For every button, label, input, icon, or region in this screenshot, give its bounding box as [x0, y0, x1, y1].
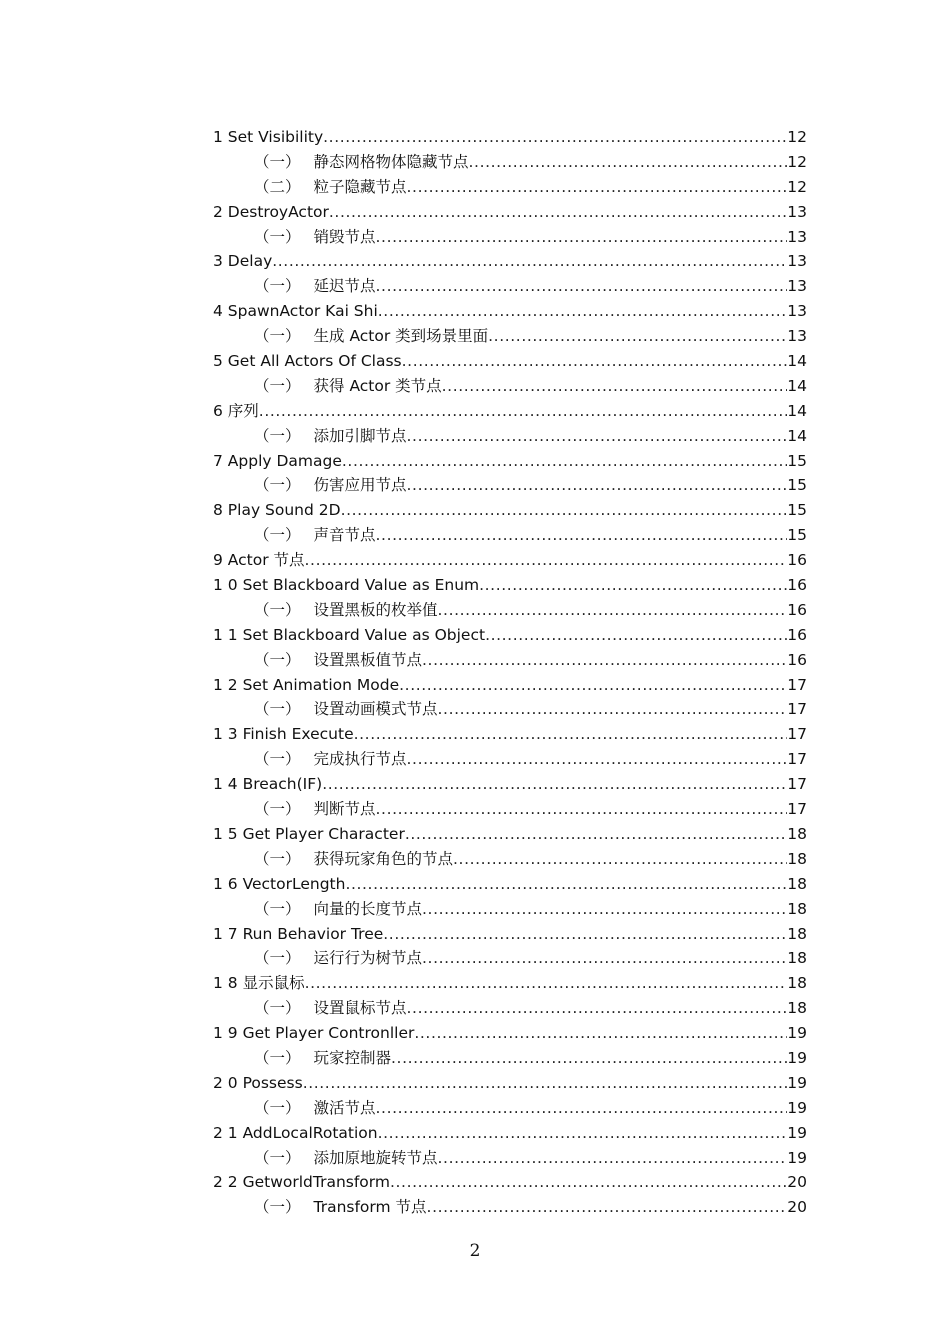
toc-entry-title [213, 772, 322, 797]
toc-entry-title [213, 922, 383, 947]
dot-leader [438, 1146, 788, 1171]
toc-page-number: 17 [787, 750, 807, 769]
toc-page-number: 19 [787, 1123, 807, 1142]
toc-page-number: 16 [787, 625, 807, 644]
toc-subentry-marker: （一） [254, 800, 301, 819]
toc-page-number: 18 [787, 824, 807, 843]
toc-entry-title [213, 299, 378, 324]
toc-entry-title [213, 399, 259, 424]
dot-leader [323, 125, 787, 150]
toc-entry[interactable] [213, 449, 807, 474]
toc-subentry-marker: （一） [254, 526, 301, 545]
toc-entry-text: 8 Play Sound 2D [213, 501, 341, 520]
toc-page-number: 15 [787, 451, 807, 470]
toc-entry-text: 2 DestroyActor [213, 202, 329, 221]
dot-leader [259, 399, 787, 424]
toc-entry-title [254, 274, 376, 299]
dot-leader [378, 1121, 788, 1146]
toc-page-number: 17 [787, 700, 807, 719]
dot-leader [305, 971, 788, 996]
dot-leader [438, 697, 788, 722]
toc-entry-text: 完成执行节点 [313, 750, 407, 769]
toc-entry-title [213, 200, 329, 225]
toc-page-number: 16 [787, 600, 807, 619]
toc-page-number: 14 [787, 426, 807, 445]
toc-page-number: 13 [787, 302, 807, 321]
toc-subentry[interactable] [213, 1046, 807, 1071]
toc-entry-text: 1 3 Finish Execute [213, 725, 354, 744]
dot-leader [414, 1021, 787, 1046]
toc-page-number: 15 [787, 476, 807, 495]
toc-subentry[interactable] [213, 598, 807, 623]
dot-leader [399, 673, 787, 698]
toc-entry-title [213, 673, 399, 698]
toc-page-number: 15 [787, 501, 807, 520]
toc-entry-title [213, 573, 479, 598]
toc-entry[interactable] [213, 922, 807, 947]
toc-entry-title [254, 946, 422, 971]
toc-entry[interactable] [213, 673, 807, 698]
toc-entry-text: 4 SpawnActor Kai Shi [213, 302, 378, 321]
toc-entry-text: 1 Set Visibility [213, 128, 324, 146]
dot-leader [354, 722, 788, 747]
toc-entry[interactable] [213, 548, 807, 573]
toc-subentry[interactable] [213, 697, 807, 722]
toc-page-number: 17 [787, 800, 807, 819]
toc-entry-text: 激活节点 [313, 1098, 376, 1117]
toc-subentry[interactable] [213, 150, 807, 175]
dot-leader [383, 922, 787, 947]
toc-page-number: 18 [787, 949, 807, 968]
dot-leader [303, 1071, 788, 1096]
toc-entry-text: 1 2 Set Animation Mode [213, 675, 400, 694]
toc-subentry-marker: （一） [254, 650, 301, 669]
toc-subentry-marker: （一） [254, 1048, 301, 1067]
dot-leader [345, 872, 787, 897]
dot-leader [402, 349, 788, 374]
toc-entry-text: 3 Delay [213, 252, 273, 271]
toc-page-number: 13 [787, 327, 807, 346]
toc-subentry[interactable] [213, 424, 807, 449]
toc-entry-title [213, 548, 305, 573]
dot-leader [407, 175, 788, 200]
toc-entry[interactable] [213, 349, 807, 374]
toc-entry-text: 声音节点 [313, 526, 376, 545]
dot-leader [322, 772, 787, 797]
toc-page-number: 19 [787, 1048, 807, 1067]
toc-page-number: 12 [787, 177, 807, 196]
toc-entry-text: 添加引脚节点 [313, 426, 407, 445]
dot-leader [390, 1170, 787, 1195]
toc-page-number: 17 [787, 725, 807, 744]
toc-entry-text: 2 0 Possess [213, 1073, 303, 1092]
toc-entry-title [213, 971, 305, 996]
toc-entry-text: 生成 Actor 类到场景里面 [313, 327, 489, 346]
toc-subentry-marker: （一） [254, 277, 301, 296]
toc-page-number: 12 [787, 128, 807, 146]
dot-leader [329, 200, 787, 225]
toc-entry-title [213, 125, 323, 150]
toc-entry-title [213, 498, 341, 523]
toc-subentry-marker: （一） [254, 1148, 301, 1167]
toc-entry-text: 运行行为树节点 [313, 949, 423, 968]
dot-leader [376, 1096, 788, 1121]
toc-entry-text: 粒子隐藏节点 [313, 177, 407, 196]
toc-entry-text: 设置动画模式节点 [313, 700, 438, 719]
toc-page-number: 18 [787, 849, 807, 868]
toc-subentry[interactable] [213, 648, 807, 673]
toc-page-number: 13 [787, 277, 807, 296]
toc-page-number: 19 [787, 1148, 807, 1167]
toc-entry-title [254, 324, 488, 349]
toc-entry-text: 静态网格物体隐藏节点 [313, 152, 469, 171]
toc-entry-text: 2 2 GetworldTransform [213, 1173, 390, 1192]
toc-subentry-marker: （一） [254, 1198, 301, 1217]
toc-entry-text: 6 序列 [213, 401, 259, 420]
table-of-contents [213, 125, 807, 1220]
toc-entry-title [254, 1096, 376, 1121]
dot-leader [427, 1195, 788, 1220]
toc-page-number: 14 [787, 352, 807, 371]
toc-entry-title [254, 697, 438, 722]
toc-entry[interactable] [213, 299, 807, 324]
toc-entry[interactable] [213, 1071, 807, 1096]
toc-entry[interactable] [213, 498, 807, 523]
toc-subentry-marker: （一） [254, 849, 301, 868]
toc-subentry-marker: （一） [254, 327, 301, 346]
toc-subentry-marker: （一） [254, 600, 301, 619]
toc-page-number: 16 [787, 576, 807, 595]
toc-entry[interactable] [213, 399, 807, 424]
toc-entry-title [254, 225, 376, 250]
toc-subentry-marker: （一） [254, 899, 301, 918]
toc-entry-text: 1 0 Set Blackboard Value as Enum [213, 576, 480, 595]
toc-entry-text: 1 9 Get Player Contronller [213, 1024, 415, 1043]
toc-page-number: 17 [787, 775, 807, 794]
toc-entry-title [254, 996, 407, 1021]
toc-entry-title [254, 175, 407, 200]
toc-subentry-marker: （二） [254, 177, 301, 196]
toc-entry-text: 7 Apply Damage [213, 451, 342, 470]
toc-entry-title [213, 1170, 390, 1195]
toc-page-number: 18 [787, 874, 807, 893]
toc-entry-text: 向量的长度节点 [313, 899, 423, 918]
toc-subentry[interactable] [213, 473, 807, 498]
toc-entry-title [213, 872, 345, 897]
toc-subentry[interactable] [213, 523, 807, 548]
toc-entry[interactable] [213, 971, 807, 996]
toc-entry[interactable] [213, 573, 807, 598]
toc-subentry[interactable] [213, 1096, 807, 1121]
toc-entry[interactable] [213, 200, 807, 225]
toc-subentry-marker: （一） [254, 376, 301, 395]
toc-entry-title [213, 1021, 414, 1046]
toc-entry[interactable] [213, 722, 807, 747]
toc-page-number: 18 [787, 899, 807, 918]
dot-leader [407, 747, 788, 772]
toc-entry-title [254, 648, 422, 673]
toc-entry-text: 1 6 VectorLength [213, 874, 346, 893]
toc-page-number: 17 [787, 675, 807, 694]
toc-entry-text: 获得 Actor 类节点 [313, 376, 442, 395]
toc-entry-text: 2 1 AddLocalRotation [213, 1123, 378, 1142]
toc-subentry[interactable] [213, 324, 807, 349]
toc-entry[interactable] [213, 125, 807, 150]
toc-entry-text: 获得玩家角色的节点 [313, 849, 454, 868]
toc-entry-title [213, 349, 402, 374]
toc-entry-title [254, 598, 438, 623]
toc-entry-title [213, 1071, 303, 1096]
toc-entry-title [213, 822, 405, 847]
toc-subentry[interactable] [213, 225, 807, 250]
dot-leader [469, 150, 788, 175]
toc-page-number: 18 [787, 974, 807, 993]
toc-entry-text: 设置鼠标节点 [313, 999, 407, 1018]
toc-page-number: 13 [787, 252, 807, 271]
dot-leader [376, 225, 788, 250]
toc-entry[interactable] [213, 822, 807, 847]
toc-page-number: 16 [787, 650, 807, 669]
dot-leader [407, 424, 788, 449]
toc-subentry[interactable] [213, 1146, 807, 1171]
dot-leader [342, 449, 787, 474]
dot-leader [391, 1046, 787, 1071]
toc-entry-title [213, 623, 485, 648]
toc-subentry[interactable] [213, 175, 807, 200]
dot-leader [272, 249, 787, 274]
toc-entry-title [254, 150, 469, 175]
toc-subentry[interactable] [213, 274, 807, 299]
toc-page-number: 20 [787, 1198, 807, 1217]
toc-entry-title [254, 523, 376, 548]
toc-entry-title [213, 249, 272, 274]
toc-subentry-marker: （一） [254, 152, 301, 171]
dot-leader [485, 623, 787, 648]
toc-subentry-marker: （一） [254, 1098, 301, 1117]
toc-entry[interactable] [213, 872, 807, 897]
toc-entry[interactable] [213, 1021, 807, 1046]
toc-entry-text: 9 Actor 节点 [213, 551, 305, 570]
toc-entry-text: 设置黑板的枚举值 [313, 600, 438, 619]
dot-leader [422, 946, 787, 971]
toc-subentry[interactable] [213, 946, 807, 971]
dot-leader [488, 324, 787, 349]
toc-entry-title [213, 722, 354, 747]
dot-leader [405, 822, 787, 847]
toc-entry-title [254, 747, 407, 772]
toc-entry-text: 设置黑板值节点 [313, 650, 423, 669]
toc-subentry[interactable] [213, 996, 807, 1021]
toc-entry-text: 1 1 Set Blackboard Value as Object [213, 625, 486, 644]
toc-subentry[interactable] [213, 1195, 807, 1220]
toc-subentry-marker: （一） [254, 700, 301, 719]
toc-entry-title [254, 374, 442, 399]
toc-subentry[interactable] [213, 897, 807, 922]
dot-leader [305, 548, 788, 573]
toc-entry-text: 玩家控制器 [313, 1048, 392, 1067]
toc-entry-text: 判断节点 [313, 800, 376, 819]
toc-entry-text: 伤害应用节点 [313, 476, 407, 495]
toc-subentry[interactable] [213, 374, 807, 399]
toc-entry[interactable] [213, 1121, 807, 1146]
dot-leader [479, 573, 787, 598]
dot-leader [438, 598, 788, 623]
dot-leader [376, 274, 788, 299]
toc-entry-text: 1 8 显示鼠标 [213, 974, 305, 993]
toc-subentry[interactable] [213, 747, 807, 772]
toc-page-number: 19 [787, 1098, 807, 1117]
toc-entry-text: Transform 节点 [313, 1198, 427, 1217]
toc-entry[interactable] [213, 249, 807, 274]
toc-page-number: 13 [787, 202, 807, 221]
toc-page-number: 13 [787, 227, 807, 246]
toc-entry-text: 1 7 Run Behavior Tree [213, 924, 384, 943]
dot-leader [453, 847, 787, 872]
toc-page-number: 14 [787, 376, 807, 395]
toc-entry-title [254, 473, 407, 498]
toc-page-number: 18 [787, 924, 807, 943]
toc-page-number: 14 [787, 401, 807, 420]
toc-page-number: 19 [787, 1024, 807, 1043]
toc-subentry-marker: （一） [254, 227, 301, 246]
toc-subentry-marker: （一） [254, 750, 301, 769]
toc-entry-title [254, 897, 422, 922]
toc-subentry[interactable] [213, 797, 807, 822]
toc-page-number: 19 [787, 1073, 807, 1092]
toc-entry[interactable] [213, 623, 807, 648]
toc-entry[interactable] [213, 772, 807, 797]
toc-page-number: 20 [787, 1173, 807, 1192]
toc-entry-title [254, 847, 453, 872]
toc-entry-title [213, 1121, 378, 1146]
toc-entry-text: 5 Get All Actors Of Class [213, 352, 402, 371]
toc-entry-text: 添加原地旋转节点 [313, 1148, 438, 1167]
page-number: 2 [469, 1241, 481, 1261]
toc-entry-title [254, 1195, 427, 1220]
toc-subentry-marker: （一） [254, 426, 301, 445]
toc-page-number: 18 [787, 999, 807, 1018]
toc-entry-title [254, 424, 407, 449]
dot-leader [341, 498, 788, 523]
toc-subentry[interactable] [213, 847, 807, 872]
toc-entry[interactable] [213, 1170, 807, 1195]
toc-subentry-marker: （一） [254, 476, 301, 495]
toc-entry-text: 销毁节点 [313, 227, 376, 246]
toc-entry-title [213, 449, 342, 474]
toc-entry-text: 1 4 Breach(IF) [213, 775, 323, 794]
toc-entry-text: 延迟节点 [313, 277, 376, 296]
toc-entry-text: 1 5 Get Player Character [213, 824, 405, 843]
toc-subentry-marker: （一） [254, 949, 301, 968]
dot-leader [378, 299, 787, 324]
toc-subentry-marker: （一） [254, 999, 301, 1018]
dot-leader [422, 648, 787, 673]
dot-leader [407, 473, 788, 498]
toc-entry-title [254, 797, 376, 822]
toc-page-number: 12 [787, 152, 807, 171]
dot-leader [442, 374, 788, 399]
dot-leader [376, 523, 788, 548]
dot-leader [376, 797, 788, 822]
toc-page-number: 15 [787, 526, 807, 545]
toc-entry-title [254, 1046, 391, 1071]
toc-entry-title [254, 1146, 438, 1171]
toc-page-number: 16 [787, 551, 807, 570]
dot-leader [422, 897, 787, 922]
dot-leader [407, 996, 788, 1021]
